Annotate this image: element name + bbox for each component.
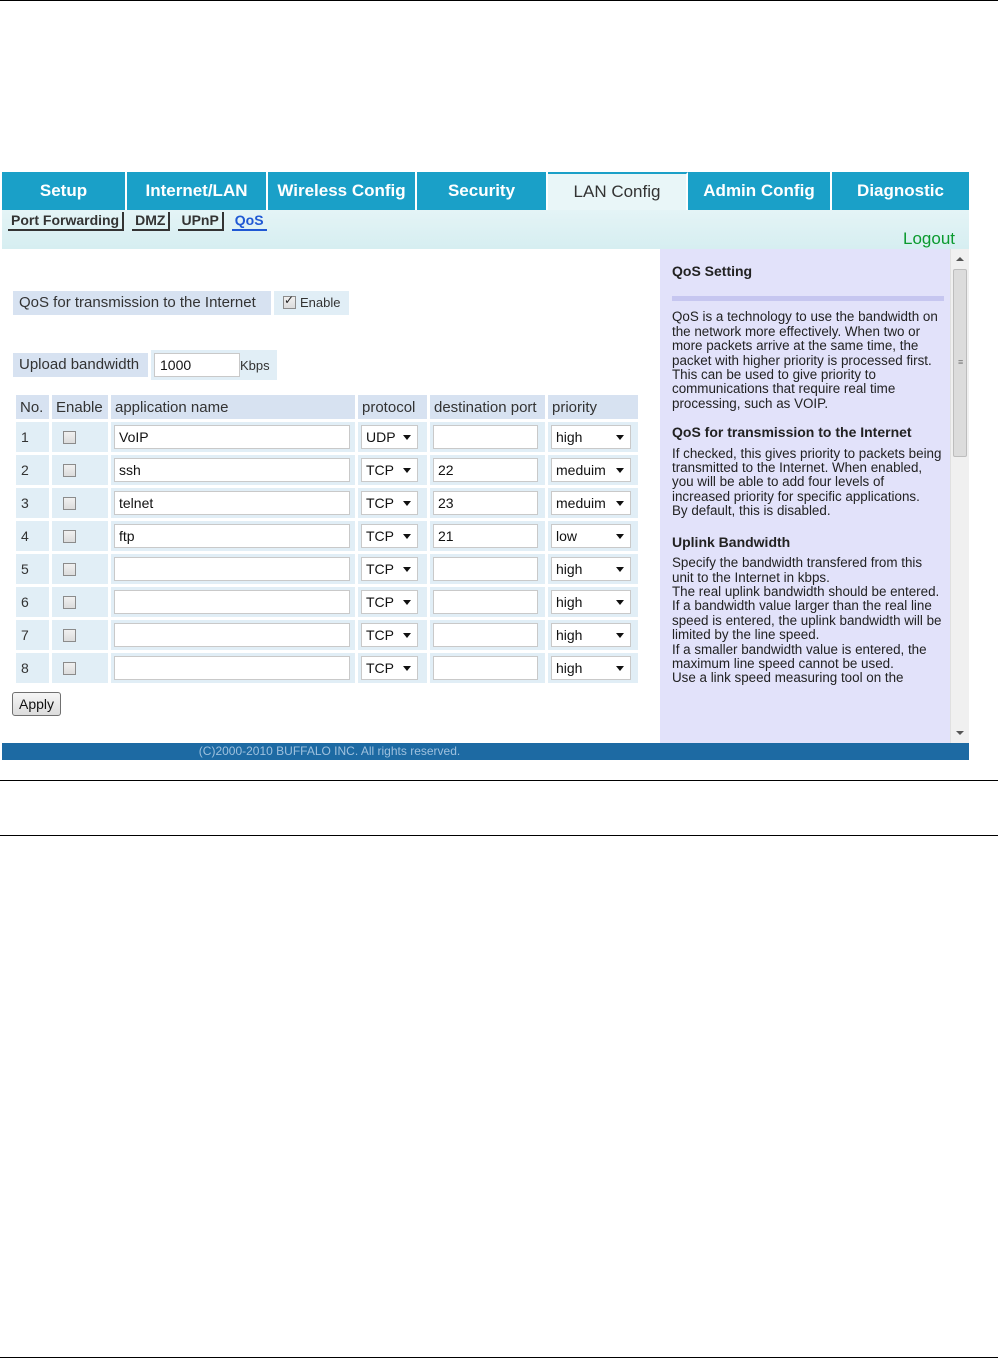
- tab-security[interactable]: Security: [417, 172, 548, 210]
- row-port-cell: [430, 521, 545, 551]
- row-port-cell: [430, 422, 545, 452]
- help-uplink-text-5: Use a link speed measuring tool on the: [672, 670, 904, 686]
- table-row: [16, 620, 638, 650]
- help-section-qos-internet-default: By default, this is disabled.: [672, 503, 831, 519]
- destination-port-input[interactable]: 22: [433, 458, 538, 482]
- priority-select[interactable]: [551, 623, 631, 647]
- row-app-cell: [111, 620, 355, 650]
- table-row: [16, 554, 638, 584]
- protocol-value: UDP: [366, 429, 396, 445]
- row-port-cell: [430, 620, 545, 650]
- row-priority-cell: [548, 455, 638, 485]
- row-app-cell: [111, 554, 355, 584]
- help-intro: QoS is a technology to use the bandwidth on the network more effectively. When two or more packets arrive at the same time, the packet with higher priority is processed first. This can be used to give priority to communications that require real time processing, such as VOIP.: [672, 309, 938, 411]
- destination-port-input[interactable]: [433, 425, 538, 449]
- row-number: 2: [16, 455, 49, 485]
- page-top-rule: [0, 0, 998, 1]
- destination-port-input[interactable]: [433, 623, 538, 647]
- row-app-cell: [111, 587, 355, 617]
- chevron-down-icon: [616, 666, 624, 671]
- page-rule-1: [0, 780, 998, 781]
- copyright-text: (C)2000-2010 BUFFALO INC. All rights reserved.: [198, 744, 461, 758]
- help-section-qos-internet-title: QoS for transmission to the Internet: [672, 424, 912, 441]
- upload-bandwidth-label: Upload bandwidth: [13, 353, 148, 377]
- table-row: [16, 587, 638, 617]
- row-priority-cell: [548, 422, 638, 452]
- row-enable-checkbox[interactable]: [63, 662, 76, 675]
- application-name-input[interactable]: VoIP: [114, 425, 350, 449]
- priority-value: high: [556, 429, 583, 445]
- scroll-thumb[interactable]: ≡: [953, 269, 967, 457]
- help-section-uplink-title: Uplink Bandwidth: [672, 533, 791, 550]
- row-port-cell: [430, 653, 545, 683]
- help-scrollbar[interactable]: [950, 249, 969, 743]
- destination-port-input[interactable]: [433, 656, 538, 680]
- protocol-select[interactable]: [361, 458, 418, 482]
- chevron-down-icon: [403, 501, 411, 506]
- destination-port-input[interactable]: [433, 590, 538, 614]
- row-enable-checkbox[interactable]: [63, 530, 76, 543]
- router-admin-window: [2, 172, 969, 760]
- priority-select[interactable]: [551, 491, 631, 515]
- protocol-value: TCP: [366, 495, 394, 511]
- scroll-up-arrow-icon[interactable]: [956, 257, 964, 261]
- protocol-value: TCP: [366, 594, 394, 610]
- row-protocol-cell: [358, 554, 427, 584]
- col-destination-port: destination port: [430, 395, 545, 419]
- subtab-dmz[interactable]: DMZ: [132, 212, 170, 231]
- row-protocol-cell: [358, 521, 427, 551]
- col-application-name: application name: [111, 395, 355, 419]
- destination-port-input[interactable]: 23: [433, 491, 538, 515]
- row-priority-cell: [548, 620, 638, 650]
- row-enable-cell: [52, 587, 108, 617]
- apply-button[interactable]: Apply: [12, 692, 61, 716]
- row-priority-cell: [548, 587, 638, 617]
- protocol-value: TCP: [366, 627, 394, 643]
- row-number: 7: [16, 620, 49, 650]
- priority-value: low: [556, 528, 578, 544]
- priority-value: meduim: [556, 462, 606, 478]
- table-row: [16, 455, 638, 485]
- upload-bandwidth-cell: [151, 350, 277, 380]
- priority-select[interactable]: [551, 425, 631, 449]
- application-name-input[interactable]: [114, 557, 350, 581]
- protocol-select[interactable]: [361, 491, 418, 515]
- subtab-qos[interactable]: QoS: [232, 212, 267, 231]
- chevron-down-icon: [616, 534, 624, 539]
- chevron-down-icon: [403, 534, 411, 539]
- row-app-cell: [111, 653, 355, 683]
- row-port-cell: [430, 488, 545, 518]
- priority-value: high: [556, 627, 583, 643]
- logout-link[interactable]: Logout: [903, 229, 955, 248]
- priority-select[interactable]: [551, 458, 631, 482]
- row-enable-checkbox[interactable]: [63, 563, 76, 576]
- application-name-input[interactable]: [114, 590, 350, 614]
- row-enable-checkbox[interactable]: [63, 464, 76, 477]
- destination-port-input[interactable]: [433, 557, 538, 581]
- protocol-select[interactable]: [361, 590, 418, 614]
- table-row: [16, 653, 638, 683]
- row-app-cell: [111, 422, 355, 452]
- qos-internet-label: QoS for transmission to the Internet: [13, 291, 271, 315]
- chevron-down-icon: [616, 633, 624, 638]
- row-number: 1: [16, 422, 49, 452]
- tab-internet-lan[interactable]: Internet/LAN: [127, 172, 268, 210]
- row-protocol-cell: [358, 620, 427, 650]
- help-panel: [660, 249, 950, 743]
- chevron-down-icon: [403, 435, 411, 440]
- priority-select[interactable]: [551, 524, 631, 548]
- row-enable-checkbox[interactable]: [63, 497, 76, 510]
- chevron-down-icon: [616, 435, 624, 440]
- protocol-select[interactable]: [361, 425, 418, 449]
- row-port-cell: [430, 587, 545, 617]
- tab-wireless-config[interactable]: Wireless Config: [268, 172, 417, 210]
- col-priority: priority: [548, 395, 638, 419]
- chevron-down-icon: [616, 567, 624, 572]
- priority-select[interactable]: [551, 590, 631, 614]
- protocol-select[interactable]: [361, 557, 418, 581]
- row-number: 8: [16, 653, 49, 683]
- protocol-select[interactable]: [361, 656, 418, 680]
- row-enable-cell: [52, 455, 108, 485]
- row-number: 6: [16, 587, 49, 617]
- table-row: [16, 488, 638, 518]
- priority-value: high: [556, 561, 583, 577]
- tab-lan-config[interactable]: LAN Config: [548, 172, 688, 210]
- qos-internet-enable-cell: [274, 291, 349, 315]
- col-no: No.: [16, 395, 49, 419]
- destination-port-input[interactable]: 21: [433, 524, 538, 548]
- tab-diagnostic[interactable]: Diagnostic: [832, 172, 969, 210]
- sub-tab-bar: [2, 210, 969, 249]
- row-protocol-cell: [358, 455, 427, 485]
- col-enable: Enable: [52, 395, 108, 419]
- col-protocol: protocol: [358, 395, 427, 419]
- chevron-down-icon: [403, 567, 411, 572]
- row-priority-cell: [548, 521, 638, 551]
- row-protocol-cell: [358, 587, 427, 617]
- protocol-value: TCP: [366, 462, 394, 478]
- footer-bar: [2, 743, 969, 760]
- row-app-cell: [111, 521, 355, 551]
- row-app-cell: [111, 488, 355, 518]
- chevron-down-icon: [616, 468, 624, 473]
- row-priority-cell: [548, 653, 638, 683]
- help-section-qos-internet-text: If checked, this gives priority to packets being transmitted to the Internet. When enabled, you will be able to add four levels of increased priority for specific applications.: [672, 445, 942, 504]
- application-name-input[interactable]: [114, 656, 350, 680]
- row-enable-cell: [52, 488, 108, 518]
- subtab-upnp[interactable]: UPnP: [178, 212, 223, 231]
- main-tab-bar: [2, 172, 969, 210]
- row-enable-checkbox[interactable]: [63, 431, 76, 444]
- row-protocol-cell: [358, 422, 427, 452]
- tab-setup[interactable]: Setup: [2, 172, 127, 210]
- help-uplink-text-3: If a bandwidth value larger than the real line speed is entered, the uplink bandwidth will be limited by the line speed.: [672, 598, 942, 643]
- scroll-down-arrow-icon[interactable]: [956, 731, 964, 735]
- priority-value: high: [556, 594, 583, 610]
- row-enable-cell: [52, 422, 108, 452]
- page-rule-2: [0, 835, 998, 836]
- row-port-cell: [430, 455, 545, 485]
- row-priority-cell: [548, 488, 638, 518]
- priority-select[interactable]: [551, 656, 631, 680]
- upload-bandwidth-unit: Kbps: [240, 358, 270, 373]
- row-enable-cell: [52, 554, 108, 584]
- chevron-down-icon: [616, 501, 624, 506]
- protocol-value: TCP: [366, 528, 394, 544]
- table-row: [16, 521, 638, 551]
- upload-bandwidth-input[interactable]: 1000: [154, 353, 240, 377]
- protocol-value: TCP: [366, 561, 394, 577]
- page-bottom-rule: [0, 1357, 998, 1358]
- qos-internet-enable-label: Enable: [300, 295, 341, 310]
- row-number: 3: [16, 488, 49, 518]
- chevron-down-icon: [616, 600, 624, 605]
- qos-settings-pane: [2, 249, 657, 743]
- protocol-select[interactable]: [361, 524, 418, 548]
- subtab-port-forwarding[interactable]: Port Forwarding: [8, 212, 124, 231]
- row-number: 5: [16, 554, 49, 584]
- row-number: 4: [16, 521, 49, 551]
- row-protocol-cell: [358, 488, 427, 518]
- chevron-down-icon: [403, 600, 411, 605]
- row-enable-cell: [52, 653, 108, 683]
- row-app-cell: [111, 455, 355, 485]
- application-name-input[interactable]: [114, 623, 350, 647]
- help-divider: [672, 296, 944, 301]
- chevron-down-icon: [403, 468, 411, 473]
- table-row: [16, 422, 638, 452]
- row-enable-cell: [52, 521, 108, 551]
- row-port-cell: [430, 554, 545, 584]
- protocol-select[interactable]: [361, 623, 418, 647]
- help-title: QoS Setting: [672, 263, 753, 279]
- chevron-down-icon: [403, 666, 411, 671]
- help-uplink-text-2: The real uplink bandwidth should be entered.: [672, 583, 940, 599]
- priority-select[interactable]: [551, 557, 631, 581]
- help-uplink-text-1: Specify the bandwidth transfered from this unit to the Internet in kbps.: [672, 555, 923, 585]
- protocol-value: TCP: [366, 660, 394, 676]
- application-name-input[interactable]: ftp: [114, 524, 350, 548]
- row-enable-checkbox[interactable]: [63, 596, 76, 609]
- row-enable-cell: [52, 620, 108, 650]
- row-protocol-cell: [358, 653, 427, 683]
- row-enable-checkbox[interactable]: [63, 629, 76, 642]
- help-uplink-text-4: If a smaller bandwidth value is entered, the maximum line speed cannot be used.: [672, 641, 927, 671]
- application-name-input[interactable]: ssh: [114, 458, 350, 482]
- tab-admin-config[interactable]: Admin Config: [688, 172, 832, 210]
- priority-value: meduim: [556, 495, 606, 511]
- priority-value: high: [556, 660, 583, 676]
- chevron-down-icon: [403, 633, 411, 638]
- qos-internet-enable-checkbox[interactable]: [283, 296, 296, 309]
- application-name-input[interactable]: telnet: [114, 491, 350, 515]
- row-priority-cell: [548, 554, 638, 584]
- qos-rules-table: [13, 392, 641, 686]
